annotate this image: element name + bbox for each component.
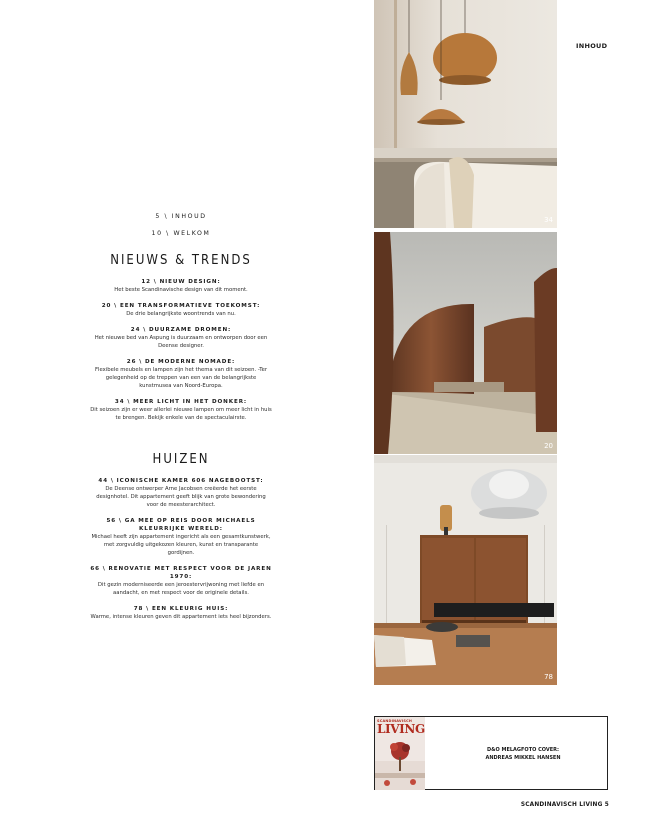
toc-entry-heading: 56 \ GA MEE OP REIS DOOR MICHAELS KLEURRIJKE WERELD: <box>106 518 256 532</box>
toc-entry-heading: 26 \ DE MODERNE NOMADE: <box>126 359 236 365</box>
photo-dining-room-image <box>374 455 557 685</box>
toc-entry[interactable] <box>90 326 272 350</box>
toc-entry-description: De Deense ontwerper Arne Jacobsen creëerde het eerste designhotel. Dit appartement geeft blijk van grote bewondering voor de meesterarchitect. <box>96 486 266 508</box>
toc-entry[interactable] <box>90 358 272 390</box>
toc-entry[interactable] <box>90 302 272 318</box>
toc-entry-heading: 44 \ ICONISCHE KAMER 606 NAGEBOOTST: <box>98 478 264 484</box>
toc-entry-description: Warme, intense kleuren geven dit appartement iets heel bijzonders. <box>90 614 272 620</box>
section-title-huizen: HUIZEN <box>152 452 210 467</box>
photo-rust-walls-image <box>374 232 557 454</box>
photo-dining-room[interactable] <box>374 455 557 685</box>
photo-page-number: 20 <box>544 442 553 450</box>
toc-entry[interactable] <box>90 278 272 294</box>
cover-logo: LIVING <box>377 722 425 736</box>
cover-credit <box>463 746 583 762</box>
cover-info-box <box>374 716 608 790</box>
cover-thumbnail[interactable] <box>375 717 425 790</box>
toc-entry-heading: 78 \ EEN KLEURIG HUIS: <box>133 606 229 612</box>
toc-entry-heading: 66 \ RENOVATIE MET RESPECT VOOR DE JAREN 1970: <box>90 566 272 580</box>
toc-entry-description: Het nieuwe bed van Aspung is duurzaam en ontworpen door een Deense designer. <box>94 335 268 349</box>
photo-rust-walls[interactable] <box>374 232 557 454</box>
photo-pendant-lamps-image <box>374 0 557 228</box>
toc-entry-heading: 24 \ DUURZAME DROMEN: <box>130 327 232 333</box>
photo-page-number: 34 <box>544 216 553 224</box>
toc-entry[interactable] <box>90 517 272 557</box>
photo-pendant-lamps[interactable] <box>374 0 557 228</box>
section-title-nieuws-trends: NIEUWS & TRENDS <box>110 253 252 268</box>
page-footer: SCANDINAVISCH LIVING 5 <box>520 802 609 808</box>
cover-credit-line2: ANDREAS MIKKEL HANSEN <box>485 755 561 761</box>
toc-entry-inhoud[interactable]: 5 \ INHOUD <box>155 213 207 220</box>
toc-entry-description: Dit gezin moderniseerde een jeroestervrijwoning met liefde en aandacht, en met respect voor de originele details. <box>97 582 265 596</box>
photo-page-number: 78 <box>544 673 553 681</box>
table-of-contents <box>90 213 272 629</box>
toc-entry-description: Het beste Scandinavische design van dit moment. <box>114 287 248 293</box>
toc-entry-heading: 12 \ NIEUW DESIGN: <box>141 279 221 285</box>
cover-logo-small: SCANDINAVISCH <box>377 719 412 723</box>
running-header: INHOUD <box>576 42 608 50</box>
toc-entry[interactable] <box>90 565 272 597</box>
toc-entry[interactable] <box>90 398 272 422</box>
toc-entry-description: Flexibele meubels en lampen zijn het thema van dit seizoen. -Ter gelegenheid op de treppen van een van de belangrijkste kunstmusea van Noord-Europa. <box>94 367 268 389</box>
toc-entry-heading: 20 \ EEN TRANSFORMATIEVE TOEKOMST: <box>101 303 261 309</box>
toc-entry[interactable] <box>90 605 272 621</box>
toc-entry-description: Dit seizoen zijn er weer allerlei nieuwe lampen om meer licht in huis te brengen. Bekijk enkele van de spectaculairste. <box>90 407 272 421</box>
toc-entry-welkom[interactable]: 10 \ WELKOM <box>151 230 211 237</box>
toc-entry-heading: 34 \ MEER LICHT IN HET DONKER: <box>114 399 248 405</box>
toc-entry[interactable] <box>90 477 272 509</box>
toc-entry-description: De drie belangrijkste woontrends van nu. <box>126 311 236 317</box>
cover-credit-line1: D&O MELAGFOTO COVER: <box>486 747 560 753</box>
toc-entry-description: Michael heeft zijn appartement ingericht als een gesamtkunstwerk, met zorgvuldig uitgekozen kleuren, kunst en transparante gordijnen. <box>91 534 271 556</box>
